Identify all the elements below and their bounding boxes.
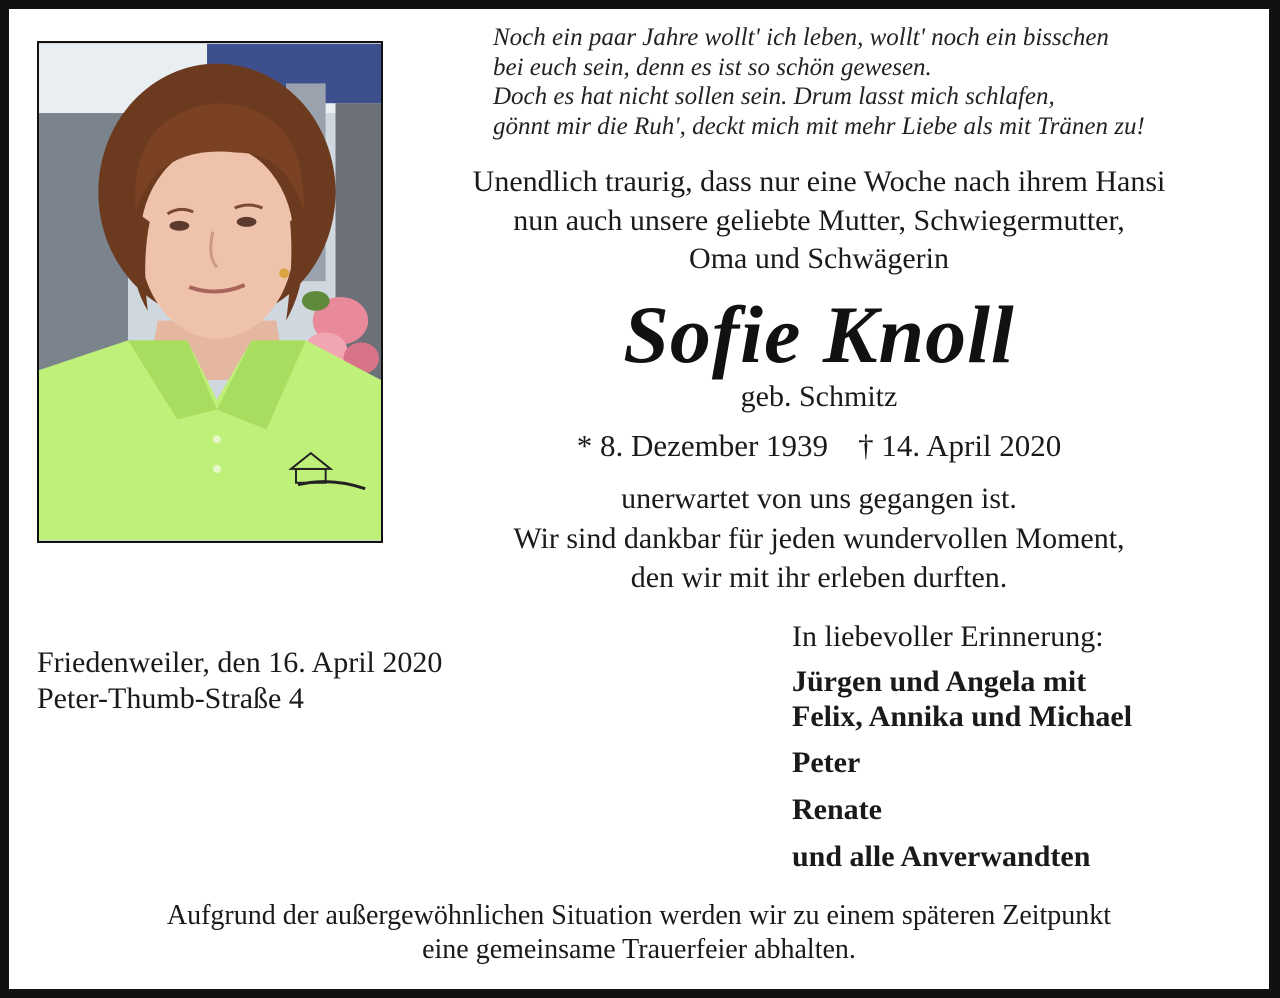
place-and-address [37,645,442,717]
life-dates [389,425,1249,467]
maiden-name: geb. Schmitz [740,380,898,413]
poem-line: Doch es hat nicht sollen sein. Drum lasst mich schlafen, [493,83,1055,110]
passing-text [389,479,1249,598]
mourner-name: und alle Anverwandten [792,840,1091,873]
intro-line: Oma und Schwägerin [689,242,949,275]
mourner-name: Renate [792,793,882,826]
poem-line: gönnt mir die Ruh', deckt mich mit mehr Liebe als mit Tränen zu! [493,112,1145,140]
mourners-list [792,619,1242,875]
footer-line: Aufgrund der außergewöhnlichen Situation werden wir zu einem späteren Zeitpunkt [166,900,1112,931]
portrait-image [39,43,381,541]
intro-line: Unendlich traurig, dass nur eine Woche nach ihrem Hansi [472,165,1166,198]
portrait-photo [37,41,383,543]
death-date: † 14. April 2020 [858,428,1062,463]
passing-line: Wir sind dankbar für jeden wundervollen Moment, [513,521,1125,555]
intro-line: nun auch unsere geliebte Mutter, Schwiegermutter, [513,203,1125,237]
mourner-name: Peter [792,746,861,779]
mourner-line: Felix, Annika und Michael [792,700,1133,733]
poem [493,23,1253,141]
intro-text [389,163,1249,279]
passing-line: den wir mit ihr erleben durften. [630,561,1008,594]
mourners-lead: In liebevoller Erinnerung: [792,620,1104,653]
mourner-line: Jürgen und Angela mit [792,665,1087,698]
footer-notice [9,899,1269,967]
address: Peter-Thumb-Straße 4 [37,682,304,715]
mourner-group [792,664,1242,734]
poem-line: Noch ein paar Jahre wollt' ich leben, wollt' noch ein bisschen [493,24,1109,51]
deceased-name: Sofie Knoll [623,289,1015,380]
footer-line: eine gemeinsame Trauerfeier abhalten. [422,934,856,965]
birth-date: * 8. Dezember 1939 [576,428,829,463]
poem-line: bei euch sein, denn es ist so schön gewesen. [493,53,932,81]
passing-line: unerwartet von uns gegangen ist. [621,482,1017,515]
place-date: Friedenweiler, den 16. April 2020 [37,646,443,679]
